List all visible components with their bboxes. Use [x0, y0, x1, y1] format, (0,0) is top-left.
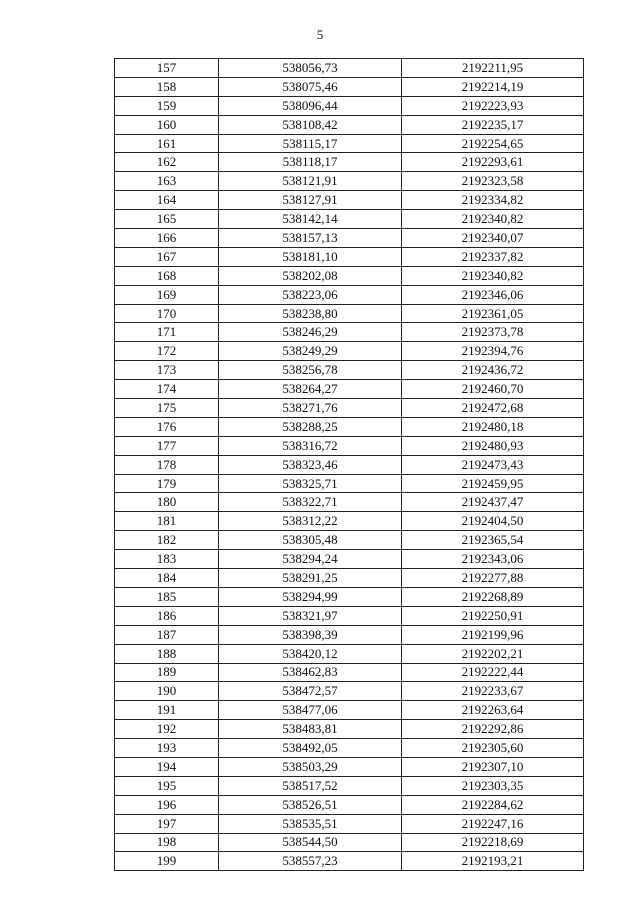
y-coordinate-cell: 2192303,35 [402, 776, 584, 795]
x-coordinate-cell: 538462,83 [219, 663, 402, 682]
point-number-cell: 157 [115, 59, 219, 78]
point-number-cell: 191 [115, 701, 219, 720]
point-number-cell: 196 [115, 795, 219, 814]
table-row [115, 342, 584, 361]
y-coordinate-cell: 2192472,68 [402, 399, 584, 418]
point-number-cell: 179 [115, 474, 219, 493]
table-row [115, 833, 584, 852]
table-row [115, 625, 584, 644]
y-coordinate-cell: 2192340,07 [402, 229, 584, 248]
point-number-cell: 185 [115, 587, 219, 606]
x-coordinate-cell: 538316,72 [219, 436, 402, 455]
point-number-cell: 184 [115, 569, 219, 588]
point-number-cell: 161 [115, 134, 219, 153]
table-row [115, 59, 584, 78]
y-coordinate-cell: 2192250,91 [402, 606, 584, 625]
y-coordinate-cell: 2192459,95 [402, 474, 584, 493]
table-row [115, 587, 584, 606]
table-row [115, 285, 584, 304]
point-number-cell: 173 [115, 361, 219, 380]
table-row [115, 96, 584, 115]
x-coordinate-cell: 538291,25 [219, 569, 402, 588]
x-coordinate-cell: 538118,17 [219, 153, 402, 172]
x-coordinate-cell: 538294,24 [219, 550, 402, 569]
table-row [115, 323, 584, 342]
point-number-cell: 165 [115, 210, 219, 229]
point-number-cell: 187 [115, 625, 219, 644]
y-coordinate-cell: 2192199,96 [402, 625, 584, 644]
y-coordinate-cell: 2192340,82 [402, 210, 584, 229]
point-number-cell: 169 [115, 285, 219, 304]
y-coordinate-cell: 2192254,65 [402, 134, 584, 153]
x-coordinate-cell: 538544,50 [219, 833, 402, 852]
table-row [115, 512, 584, 531]
y-coordinate-cell: 2192460,70 [402, 380, 584, 399]
coordinates-table-body [115, 59, 584, 871]
y-coordinate-cell: 2192222,44 [402, 663, 584, 682]
point-number-cell: 186 [115, 606, 219, 625]
point-number-cell: 197 [115, 814, 219, 833]
table-row [115, 682, 584, 701]
x-coordinate-cell: 538271,76 [219, 399, 402, 418]
x-coordinate-cell: 538202,08 [219, 266, 402, 285]
table-row [115, 153, 584, 172]
table-row [115, 795, 584, 814]
point-number-cell: 166 [115, 229, 219, 248]
x-coordinate-cell: 538517,52 [219, 776, 402, 795]
y-coordinate-cell: 2192284,62 [402, 795, 584, 814]
y-coordinate-cell: 2192277,88 [402, 569, 584, 588]
point-number-cell: 163 [115, 172, 219, 191]
y-coordinate-cell: 2192480,18 [402, 417, 584, 436]
x-coordinate-cell: 538096,44 [219, 96, 402, 115]
table-row [115, 606, 584, 625]
table-row [115, 644, 584, 663]
x-coordinate-cell: 538288,25 [219, 417, 402, 436]
table-row [115, 229, 584, 248]
point-number-cell: 160 [115, 115, 219, 134]
y-coordinate-cell: 2192305,60 [402, 739, 584, 758]
x-coordinate-cell: 538294,99 [219, 587, 402, 606]
x-coordinate-cell: 538142,14 [219, 210, 402, 229]
table-row [115, 266, 584, 285]
y-coordinate-cell: 2192437,47 [402, 493, 584, 512]
coordinates-table [114, 58, 584, 871]
x-coordinate-cell: 538477,06 [219, 701, 402, 720]
x-coordinate-cell: 538238,80 [219, 304, 402, 323]
table-row [115, 455, 584, 474]
x-coordinate-cell: 538121,91 [219, 172, 402, 191]
y-coordinate-cell: 2192268,89 [402, 587, 584, 606]
table-row [115, 361, 584, 380]
table-row [115, 115, 584, 134]
point-number-cell: 194 [115, 757, 219, 776]
point-number-cell: 195 [115, 776, 219, 795]
point-number-cell: 177 [115, 436, 219, 455]
y-coordinate-cell: 2192214,19 [402, 77, 584, 96]
x-coordinate-cell: 538472,57 [219, 682, 402, 701]
x-coordinate-cell: 538249,29 [219, 342, 402, 361]
x-coordinate-cell: 538157,13 [219, 229, 402, 248]
x-coordinate-cell: 538323,46 [219, 455, 402, 474]
y-coordinate-cell: 2192473,43 [402, 455, 584, 474]
x-coordinate-cell: 538322,71 [219, 493, 402, 512]
y-coordinate-cell: 2192404,50 [402, 512, 584, 531]
x-coordinate-cell: 538108,42 [219, 115, 402, 134]
table-row [115, 436, 584, 455]
point-number-cell: 168 [115, 266, 219, 285]
point-number-cell: 193 [115, 739, 219, 758]
point-number-cell: 171 [115, 323, 219, 342]
point-number-cell: 164 [115, 191, 219, 210]
table-row [115, 701, 584, 720]
point-number-cell: 181 [115, 512, 219, 531]
y-coordinate-cell: 2192340,82 [402, 266, 584, 285]
point-number-cell: 167 [115, 247, 219, 266]
x-coordinate-cell: 538526,51 [219, 795, 402, 814]
table-row [115, 172, 584, 191]
x-coordinate-cell: 538325,71 [219, 474, 402, 493]
x-coordinate-cell: 538312,22 [219, 512, 402, 531]
table-row [115, 814, 584, 833]
point-number-cell: 182 [115, 531, 219, 550]
x-coordinate-cell: 538398,39 [219, 625, 402, 644]
point-number-cell: 198 [115, 833, 219, 852]
point-number-cell: 183 [115, 550, 219, 569]
point-number-cell: 176 [115, 417, 219, 436]
table-row [115, 304, 584, 323]
point-number-cell: 172 [115, 342, 219, 361]
y-coordinate-cell: 2192202,21 [402, 644, 584, 663]
table-row [115, 776, 584, 795]
x-coordinate-cell: 538557,23 [219, 852, 402, 871]
table-row [115, 417, 584, 436]
point-number-cell: 189 [115, 663, 219, 682]
table-row [115, 77, 584, 96]
y-coordinate-cell: 2192373,78 [402, 323, 584, 342]
y-coordinate-cell: 2192218,69 [402, 833, 584, 852]
table-row [115, 247, 584, 266]
y-coordinate-cell: 2192343,06 [402, 550, 584, 569]
x-coordinate-cell: 538127,91 [219, 191, 402, 210]
y-coordinate-cell: 2192235,17 [402, 115, 584, 134]
x-coordinate-cell: 538420,12 [219, 644, 402, 663]
y-coordinate-cell: 2192323,58 [402, 172, 584, 191]
table-row [115, 569, 584, 588]
point-number-cell: 175 [115, 399, 219, 418]
y-coordinate-cell: 2192394,76 [402, 342, 584, 361]
y-coordinate-cell: 2192307,10 [402, 757, 584, 776]
point-number-cell: 188 [115, 644, 219, 663]
page-number: 5 [316, 27, 324, 42]
table-row [115, 191, 584, 210]
table-row [115, 550, 584, 569]
y-coordinate-cell: 2192247,16 [402, 814, 584, 833]
table-row [115, 380, 584, 399]
x-coordinate-cell: 538181,10 [219, 247, 402, 266]
x-coordinate-cell: 538264,27 [219, 380, 402, 399]
x-coordinate-cell: 538492,05 [219, 739, 402, 758]
table-row [115, 474, 584, 493]
y-coordinate-cell: 2192263,64 [402, 701, 584, 720]
point-number-cell: 190 [115, 682, 219, 701]
table-row [115, 720, 584, 739]
y-coordinate-cell: 2192193,21 [402, 852, 584, 871]
point-number-cell: 192 [115, 720, 219, 739]
point-number-cell: 180 [115, 493, 219, 512]
table-row [115, 739, 584, 758]
point-number-cell: 162 [115, 153, 219, 172]
table-row [115, 210, 584, 229]
x-coordinate-cell: 538483,81 [219, 720, 402, 739]
x-coordinate-cell: 538246,29 [219, 323, 402, 342]
table-row [115, 663, 584, 682]
y-coordinate-cell: 2192292,86 [402, 720, 584, 739]
x-coordinate-cell: 538535,51 [219, 814, 402, 833]
y-coordinate-cell: 2192337,82 [402, 247, 584, 266]
point-number-cell: 158 [115, 77, 219, 96]
table-row [115, 852, 584, 871]
y-coordinate-cell: 2192361,05 [402, 304, 584, 323]
point-number-cell: 199 [115, 852, 219, 871]
point-number-cell: 174 [115, 380, 219, 399]
y-coordinate-cell: 2192365,54 [402, 531, 584, 550]
y-coordinate-cell: 2192233,67 [402, 682, 584, 701]
point-number-cell: 178 [115, 455, 219, 474]
y-coordinate-cell: 2192480,93 [402, 436, 584, 455]
x-coordinate-cell: 538075,46 [219, 77, 402, 96]
table-row [115, 134, 584, 153]
y-coordinate-cell: 2192293,61 [402, 153, 584, 172]
y-coordinate-cell: 2192436,72 [402, 361, 584, 380]
table-row [115, 493, 584, 512]
y-coordinate-cell: 2192346,06 [402, 285, 584, 304]
y-coordinate-cell: 2192211,95 [402, 59, 584, 78]
x-coordinate-cell: 538256,78 [219, 361, 402, 380]
x-coordinate-cell: 538305,48 [219, 531, 402, 550]
x-coordinate-cell: 538223,06 [219, 285, 402, 304]
point-number-cell: 170 [115, 304, 219, 323]
y-coordinate-cell: 2192334,82 [402, 191, 584, 210]
point-number-cell: 159 [115, 96, 219, 115]
table-row [115, 399, 584, 418]
table-row [115, 531, 584, 550]
table-row [115, 757, 584, 776]
x-coordinate-cell: 538056,73 [219, 59, 402, 78]
x-coordinate-cell: 538115,17 [219, 134, 402, 153]
x-coordinate-cell: 538321,97 [219, 606, 402, 625]
y-coordinate-cell: 2192223,93 [402, 96, 584, 115]
x-coordinate-cell: 538503,29 [219, 757, 402, 776]
